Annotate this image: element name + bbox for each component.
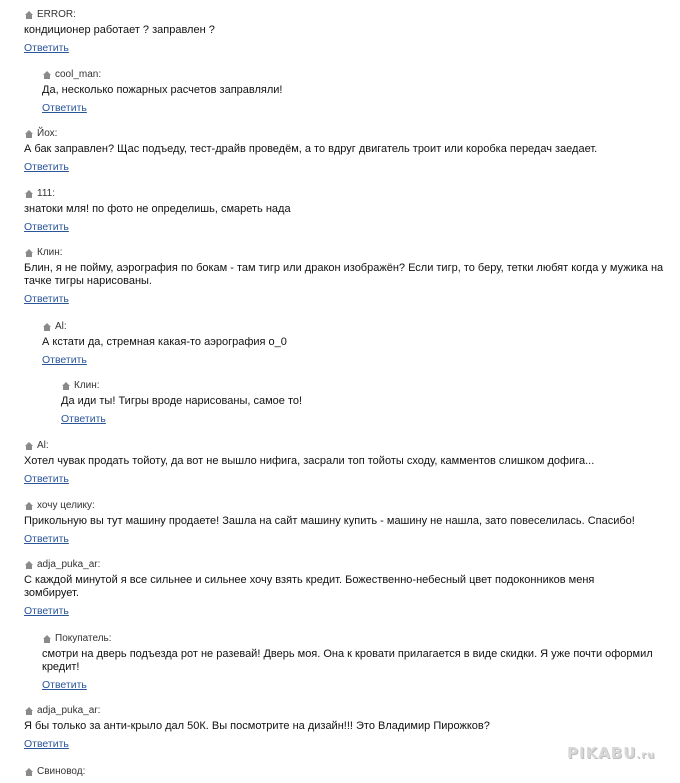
comment-author[interactable]: Свиновод: (37, 766, 86, 777)
reply-link[interactable]: Ответить (61, 413, 106, 425)
comment-text: знатоки мля! по фото не определишь, смареть нада (24, 203, 291, 215)
comment-text: кондиционер работает ? заправлен ? (24, 24, 215, 36)
reply-link[interactable]: Ответить (42, 354, 87, 366)
reply-link[interactable]: Ответить (24, 293, 69, 305)
comment (24, 558, 664, 619)
comment-author-line (24, 8, 664, 21)
reply-link[interactable]: Ответить (42, 679, 87, 691)
comment-text: А кстати да, стремная какая-то аэрография о_0 (42, 336, 287, 348)
comment-text: Прикольную вы тут машину продаете! Зашла на сайт машину купить - машину не нашла, зато повеселилась. Спасибо! (24, 515, 635, 527)
reply-link[interactable]: Ответить (24, 738, 69, 750)
comment-author-line (42, 632, 668, 645)
comment-author-line (24, 246, 664, 259)
house-icon (24, 706, 34, 716)
comment-author[interactable]: хочу целику: (37, 500, 95, 511)
comment-author-line (24, 127, 664, 140)
comment-author-line (61, 379, 661, 392)
comment-author[interactable]: adja_puka_ar: (37, 705, 101, 716)
comment-author-line (42, 320, 662, 333)
house-icon (42, 634, 52, 644)
house-icon (24, 501, 34, 511)
comment (24, 246, 664, 307)
house-icon (24, 248, 34, 258)
comment-text: Блин, я не пойму, аэрография по бокам - там тигр или дракон изображён? Если тигр, то беру, тетки любят когда у мужика на тачке тигры нарисованы. (24, 262, 664, 287)
comment-author[interactable]: cool_man: (55, 69, 102, 80)
comment (24, 187, 664, 235)
comment-text: Я бы только за анти-крыло дал 50К. Вы посмотрите на дизайн!!! Это Владимир Пирожков? (24, 720, 490, 732)
comment-text: Да иди ты! Тигры вроде нарисованы, самое то! (61, 395, 303, 407)
comment-author-line (24, 439, 664, 452)
comment-author[interactable]: adja_puka_ar: (37, 559, 101, 570)
house-icon (61, 381, 71, 391)
house-icon (24, 10, 34, 20)
reply-link[interactable]: Ответить (42, 102, 87, 114)
comment-author-line (24, 187, 664, 200)
reply-link[interactable]: Ответить (24, 161, 69, 173)
comment (61, 379, 661, 427)
comment (42, 68, 662, 116)
house-icon (24, 129, 34, 139)
reply-link[interactable]: Ответить (24, 533, 69, 545)
comment-text: А бак заправлен? Щас подъеду, тест-драйв проведём, а то вдруг двигатель троит или коробка передач заедает. (24, 143, 598, 155)
comment-author-line (24, 499, 664, 512)
comment (42, 320, 662, 368)
comment-text: Хотел чувак продать тойоту, да вот не вышло нифига, засрали топ тойоты сходу, камментов слишком дофига... (24, 455, 595, 467)
watermark-main: PIKABU (567, 744, 637, 762)
comment-text: С каждой минутой я все сильнее и сильнее хочу взять кредит. Божественно-небесный цвет подоконников меня зомбирует. (24, 574, 595, 599)
comment-text: Да, несколько пожарных расчетов заправляли! (42, 84, 283, 96)
comment-author[interactable]: Al: (55, 321, 67, 332)
house-icon (42, 70, 52, 80)
comment (24, 499, 664, 547)
comment-author[interactable]: Покупатель: (55, 633, 112, 644)
comment (24, 127, 664, 175)
comment-author-line (42, 68, 662, 81)
reply-link[interactable]: Ответить (24, 221, 69, 233)
comment (42, 632, 668, 693)
reply-link[interactable]: Ответить (24, 42, 69, 54)
house-icon (42, 322, 52, 332)
comment-author[interactable]: Al: (37, 440, 49, 451)
reply-link[interactable]: Ответить (24, 473, 69, 485)
comment-author[interactable]: 111: (37, 188, 55, 199)
reply-link[interactable]: Ответить (24, 605, 69, 617)
comment (24, 8, 664, 56)
house-icon (24, 560, 34, 570)
watermark-suffix: .ru (636, 750, 656, 761)
comment (24, 439, 664, 487)
comment (24, 765, 664, 778)
house-icon (24, 767, 34, 777)
house-icon (24, 441, 34, 451)
comment-author-line (24, 558, 664, 571)
comment-author[interactable]: Клин: (37, 247, 63, 258)
comment-text: смотри на дверь подъезда рот не разевай! Дверь моя. Она к кровати прилагается в виде скидки. Я уже почти оформил кредит! (42, 648, 653, 673)
comment-author-line (24, 704, 664, 717)
pikabu-watermark (567, 744, 667, 762)
comment-author[interactable]: ERROR: (37, 9, 76, 20)
comment-author[interactable]: Клин: (74, 380, 100, 391)
comment-author[interactable]: Йох: (37, 128, 58, 139)
comment-author-line (24, 765, 664, 778)
house-icon (24, 189, 34, 199)
